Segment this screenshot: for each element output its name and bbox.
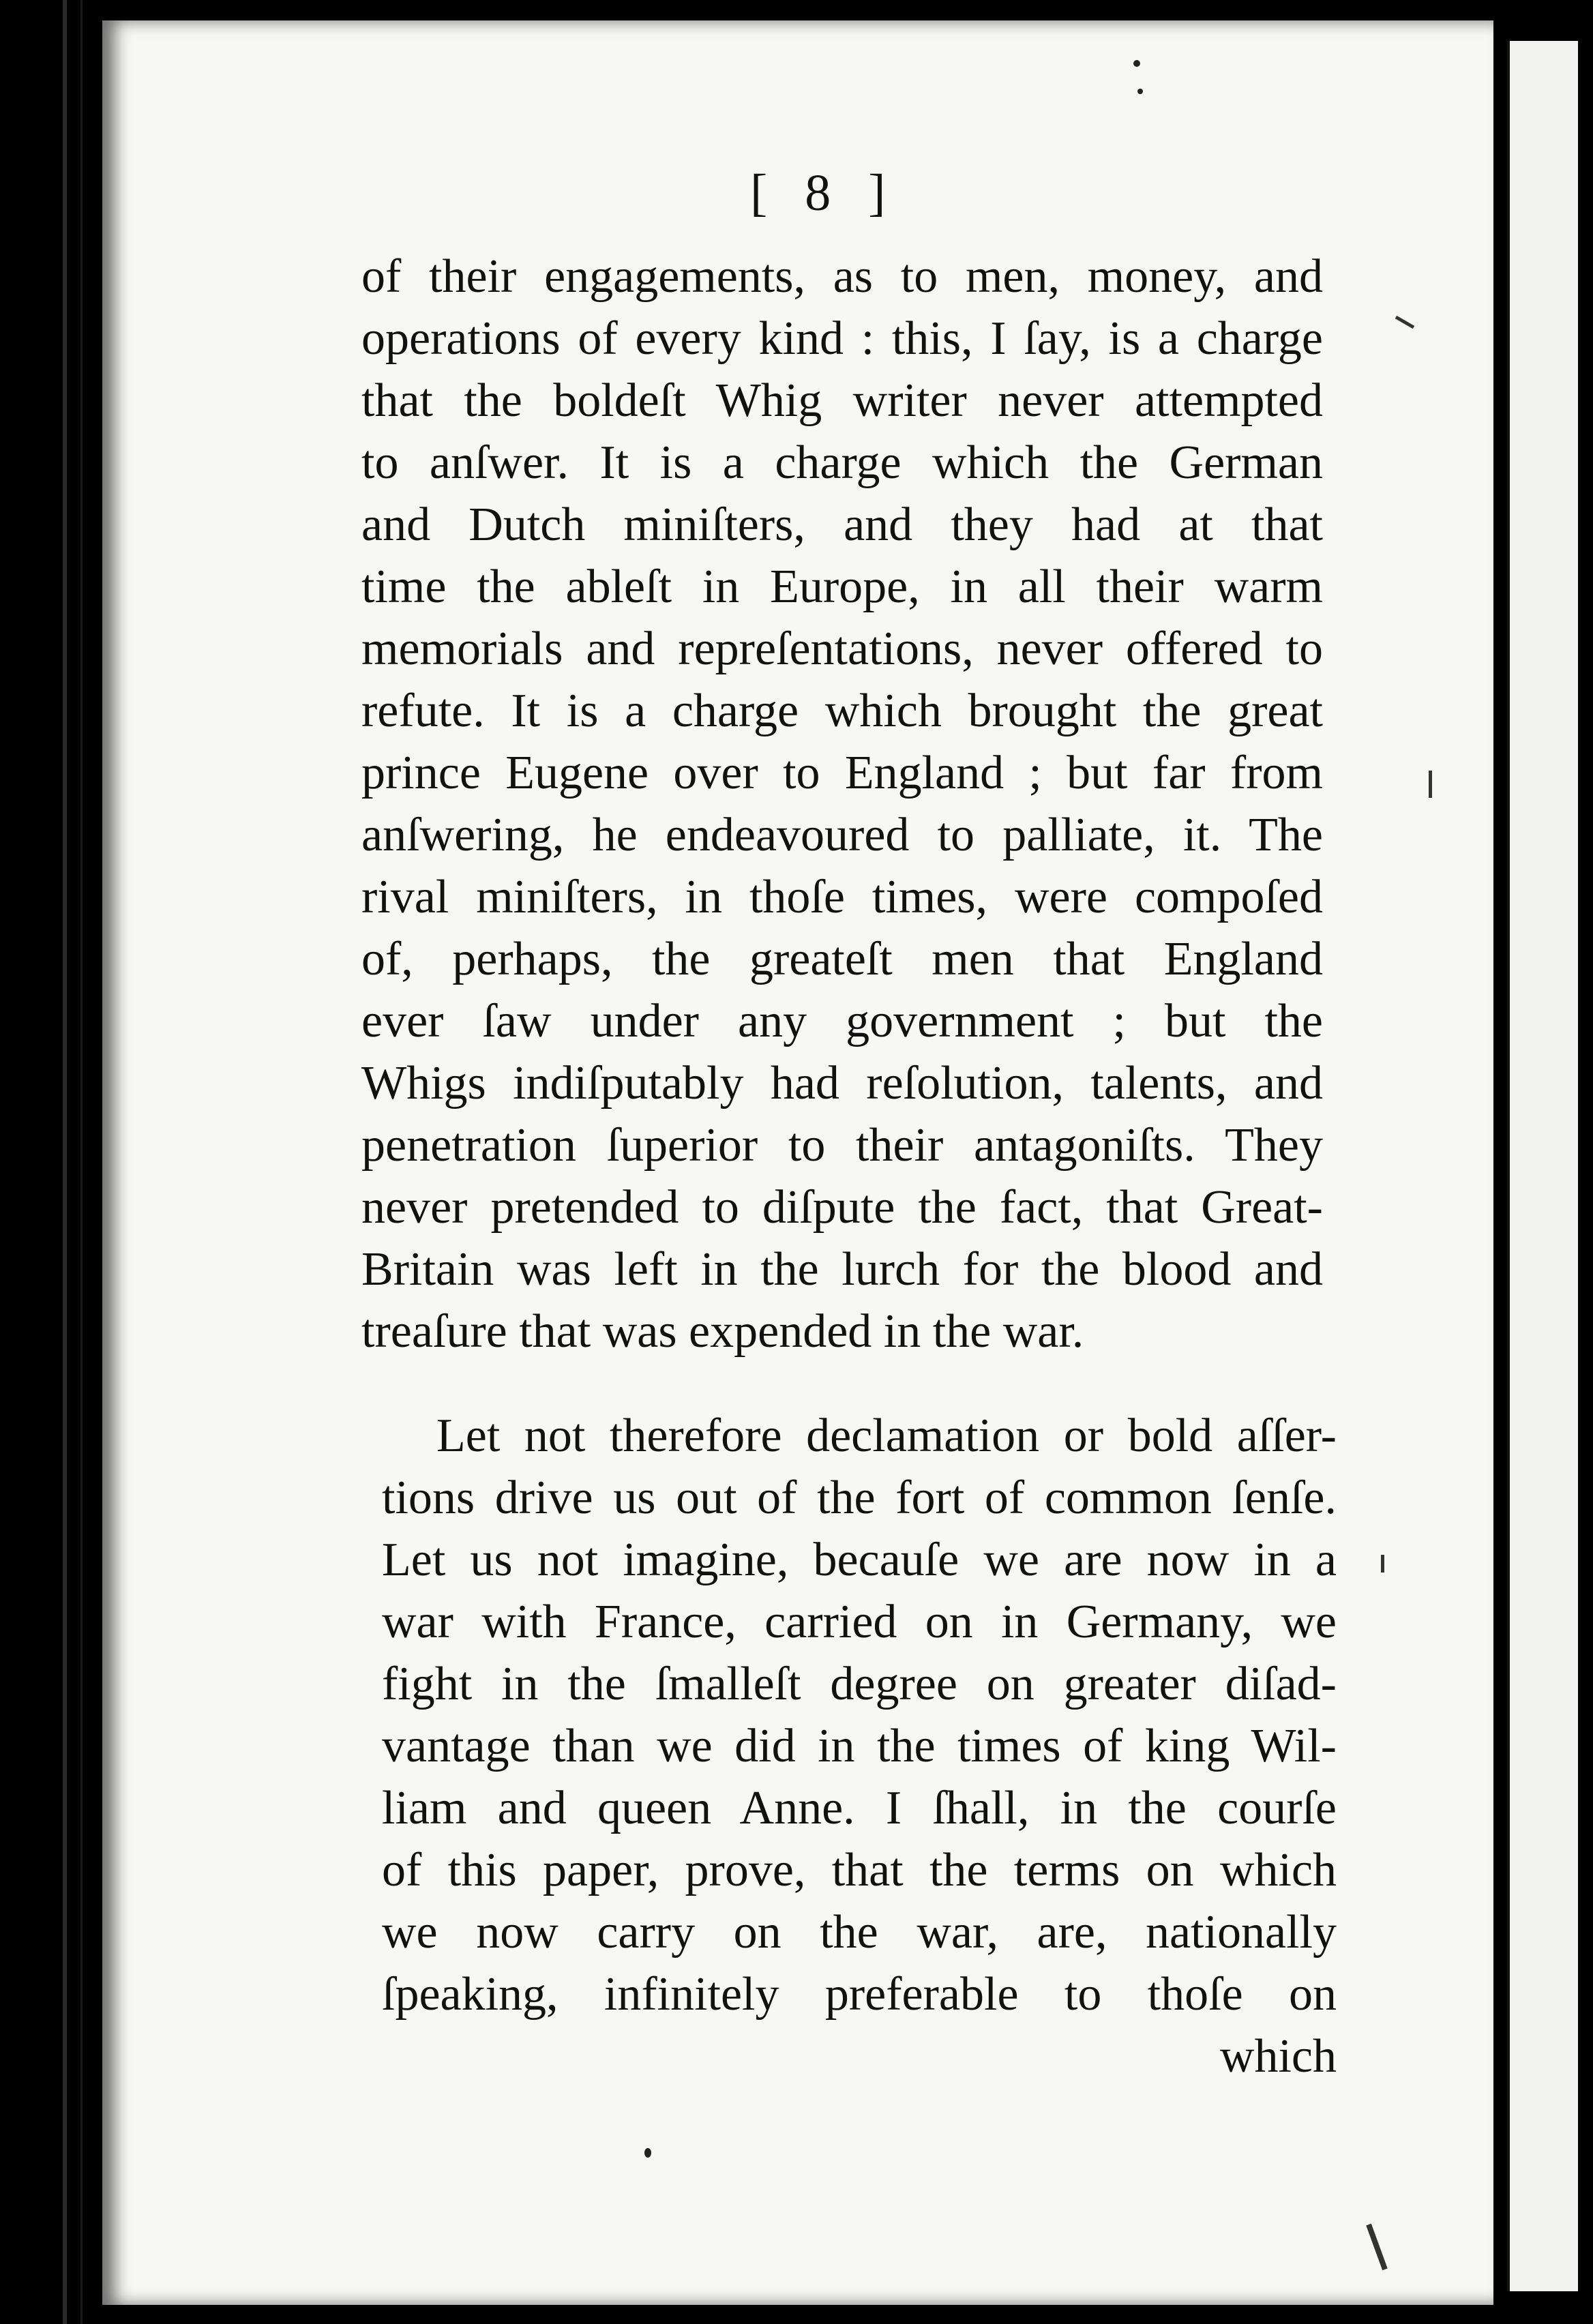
text-line: liam and queen Anne. I ſhall, in the courſe [382, 1782, 1337, 1834]
next-page-edge [1507, 41, 1578, 2291]
paragraph-2 [382, 1405, 1337, 2087]
scan-mark [1429, 771, 1432, 798]
gutter-line [80, 0, 83, 2324]
paragraph-1 [361, 245, 1323, 1362]
text-line: Whigs indiſputably had reſolution, talents, and [361, 1057, 1323, 1109]
text-line: war with France, carried on in Germany, we [382, 1596, 1337, 1648]
text-line: to anſwer. It is a charge which the German [361, 436, 1323, 489]
page-number: [ 8 ] [750, 164, 898, 222]
text-line: time the ableſt in Europe, in all their warm [361, 561, 1323, 613]
text-line: prince Eugene over to England ; but far from [361, 747, 1323, 799]
text-line: fight in the ſmalleſt degree on greater diſad- [382, 1658, 1337, 1710]
text-line: and Dutch miniſters, and they had at that [361, 498, 1323, 551]
text-line: rival miniſters, in thoſe times, were compoſed [361, 871, 1323, 923]
text-line: operations of every kind : this, I ſay, is a charge [361, 312, 1323, 365]
catchword: which [1219, 2030, 1337, 2083]
text-line: Britain was left in the lurch for the blood and [361, 1243, 1323, 1296]
scan-speck [1137, 89, 1143, 94]
text-line: tions drive us out of the fort of common ſenſe. [382, 1472, 1337, 1524]
text-line: Let us not imagine, becauſe we are now in a [382, 1534, 1337, 1586]
text-line: vantage than we did in the times of king Wil- [382, 1720, 1337, 1772]
text-line: ſpeaking, infinitely preferable to thoſe on [382, 1968, 1337, 2021]
text-line: we now carry on the war, are, nationally [382, 1906, 1337, 1958]
text-line: anſwering, he endeavoured to palliate, it. The [361, 809, 1323, 861]
scan-speck [1133, 60, 1140, 67]
page-edge [1493, 0, 1507, 2324]
text-line: of, perhaps, the greateſt men that England [361, 933, 1323, 985]
scan-mark [1381, 1555, 1384, 1573]
scan-speck [644, 2148, 651, 2158]
text-line: of their engagements, as to men, money, and [361, 250, 1323, 303]
text-line: penetration ſuperior to their antagoniſts. They [361, 1119, 1323, 1172]
text-line: memorials and repreſentations, never offered to [361, 623, 1323, 675]
text-line: treaſure that was expended in the war. [361, 1305, 1084, 1358]
gutter-line [63, 0, 67, 2324]
text-line: Let not therefore declamation or bold aſſer- [436, 1410, 1337, 1462]
text-line: that the boldeſt Whig writer never attempted [361, 374, 1323, 427]
text-line: of this paper, prove, that the terms on which [382, 1844, 1337, 1896]
text-line: refute. It is a charge which brought the great [361, 685, 1323, 737]
text-line: never pretended to diſpute the fact, that Great- [361, 1181, 1323, 1234]
text-line: ever ſaw under any government ; but the [361, 995, 1323, 1047]
